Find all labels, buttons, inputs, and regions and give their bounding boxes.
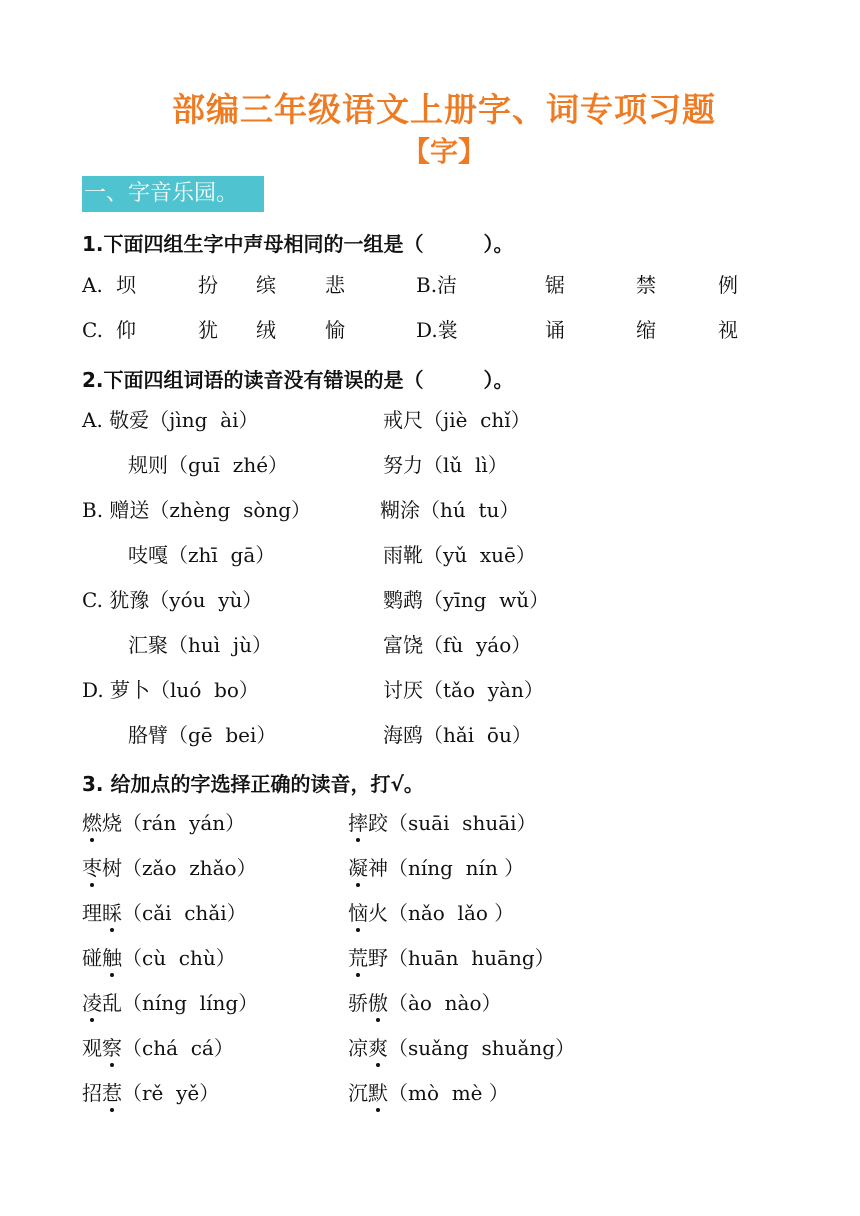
dotted-word: 摔跤（suāi shuāi） <box>348 811 537 835</box>
dotted-char: 摔 <box>348 811 368 835</box>
word-pinyin: 雨靴（yǔ xuē） <box>383 543 536 567</box>
dotted-word: 凝神（níng nín ） <box>348 856 525 880</box>
dotted-word: 恼火（nǎo lǎo ） <box>348 901 515 925</box>
option-a-char: 坝 <box>116 273 136 297</box>
dotted-word: 碰触（cù chù） <box>82 946 236 970</box>
option-d-char: 缩 <box>636 318 656 342</box>
dotted-char: 触 <box>102 946 122 970</box>
option-d-char: 视 <box>718 318 738 342</box>
option-c-label: C. <box>82 318 103 342</box>
dotted-char: 凌 <box>82 991 102 1015</box>
dotted-word: 理睬（cǎi chǎi） <box>82 901 247 925</box>
dotted-char: 爽 <box>368 1036 388 1060</box>
question-1-stem: 1.下面四组生字中声母相同的一组是（ ）。 <box>82 232 514 256</box>
word-pinyin: 讨厌（tǎo yàn） <box>383 678 544 702</box>
dotted-word: 凉爽（suǎng shuǎng） <box>348 1036 576 1060</box>
word-pinyin: 规则（guī zhé） <box>128 453 289 477</box>
dotted-word: 枣树（zǎo zhǎo） <box>82 856 257 880</box>
word-pinyin: A. 敬爱（jìng ài） <box>82 408 259 432</box>
option-c-char: 绒 <box>256 318 276 342</box>
dotted-word: 观察（chá cá） <box>82 1036 234 1060</box>
page-subtitle: 【字】 <box>401 135 486 168</box>
dotted-char: 傲 <box>368 991 388 1015</box>
dotted-char: 默 <box>368 1081 388 1105</box>
option-b-label: B.洁 <box>416 273 458 297</box>
dotted-char: 枣 <box>82 856 102 880</box>
option-d-label: D.裳 <box>416 318 458 342</box>
dotted-word: 荒野（huān huāng） <box>348 946 555 970</box>
dotted-word: 沉默（mò mè ） <box>348 1081 509 1105</box>
dotted-char: 察 <box>102 1036 122 1060</box>
dotted-char: 凝 <box>348 856 368 880</box>
question-3-stem: 3. 给加点的字选择正确的读音，打√。 <box>82 772 424 796</box>
option-a-char: 悲 <box>325 273 345 297</box>
word-pinyin: 努力（lǔ lì） <box>383 453 508 477</box>
option-a-label: A. <box>82 273 103 297</box>
section-heading: 一、字音乐园。 <box>82 176 264 212</box>
option-a-char: 扮 <box>198 273 218 297</box>
word-pinyin: 胳臂（gē bei） <box>128 723 277 747</box>
word-pinyin: 戒尺（jiè chǐ） <box>383 408 531 432</box>
word-pinyin: B. 赠送（zhèng sòng） <box>82 498 312 522</box>
word-pinyin: 海鸥（hǎi ōu） <box>383 723 532 747</box>
word-pinyin: 富饶（fù yáo） <box>383 633 532 657</box>
word-pinyin: 鹦鹉（yīng wǔ） <box>383 588 550 612</box>
word-pinyin: 吱嘎（zhī gā） <box>128 543 276 567</box>
option-c-char: 犹 <box>198 318 218 342</box>
dotted-word: 招惹（rě yě） <box>82 1081 220 1105</box>
word-pinyin: C. 犹豫（yóu yù） <box>82 588 263 612</box>
option-b-char: 例 <box>718 273 738 297</box>
dotted-char: 荒 <box>348 946 368 970</box>
dotted-word: 骄傲（ào nào） <box>348 991 502 1015</box>
page-title: 部编三年级语文上册字、词专项习题 <box>172 90 716 129</box>
dotted-word: 燃烧（rán yán） <box>82 811 246 835</box>
option-a-char: 缤 <box>256 273 276 297</box>
dotted-char: 睬 <box>102 901 122 925</box>
option-d-char: 诵 <box>545 318 565 342</box>
dotted-char: 惹 <box>102 1081 122 1105</box>
option-b-char: 锯 <box>545 273 565 297</box>
word-pinyin: D. 萝卜（luó bo） <box>82 678 259 702</box>
option-b-char: 禁 <box>636 273 656 297</box>
dotted-char: 燃 <box>82 811 102 835</box>
option-c-char: 仰 <box>116 318 136 342</box>
dotted-char: 恼 <box>348 901 368 925</box>
word-pinyin: 糊涂（hú tu） <box>380 498 520 522</box>
dotted-word: 凌乱（níng líng） <box>82 991 259 1015</box>
option-c-char: 愉 <box>325 318 345 342</box>
question-2-stem: 2.下面四组词语的读音没有错误的是（ ）。 <box>82 368 514 392</box>
word-pinyin: 汇聚（huì jù） <box>128 633 272 657</box>
